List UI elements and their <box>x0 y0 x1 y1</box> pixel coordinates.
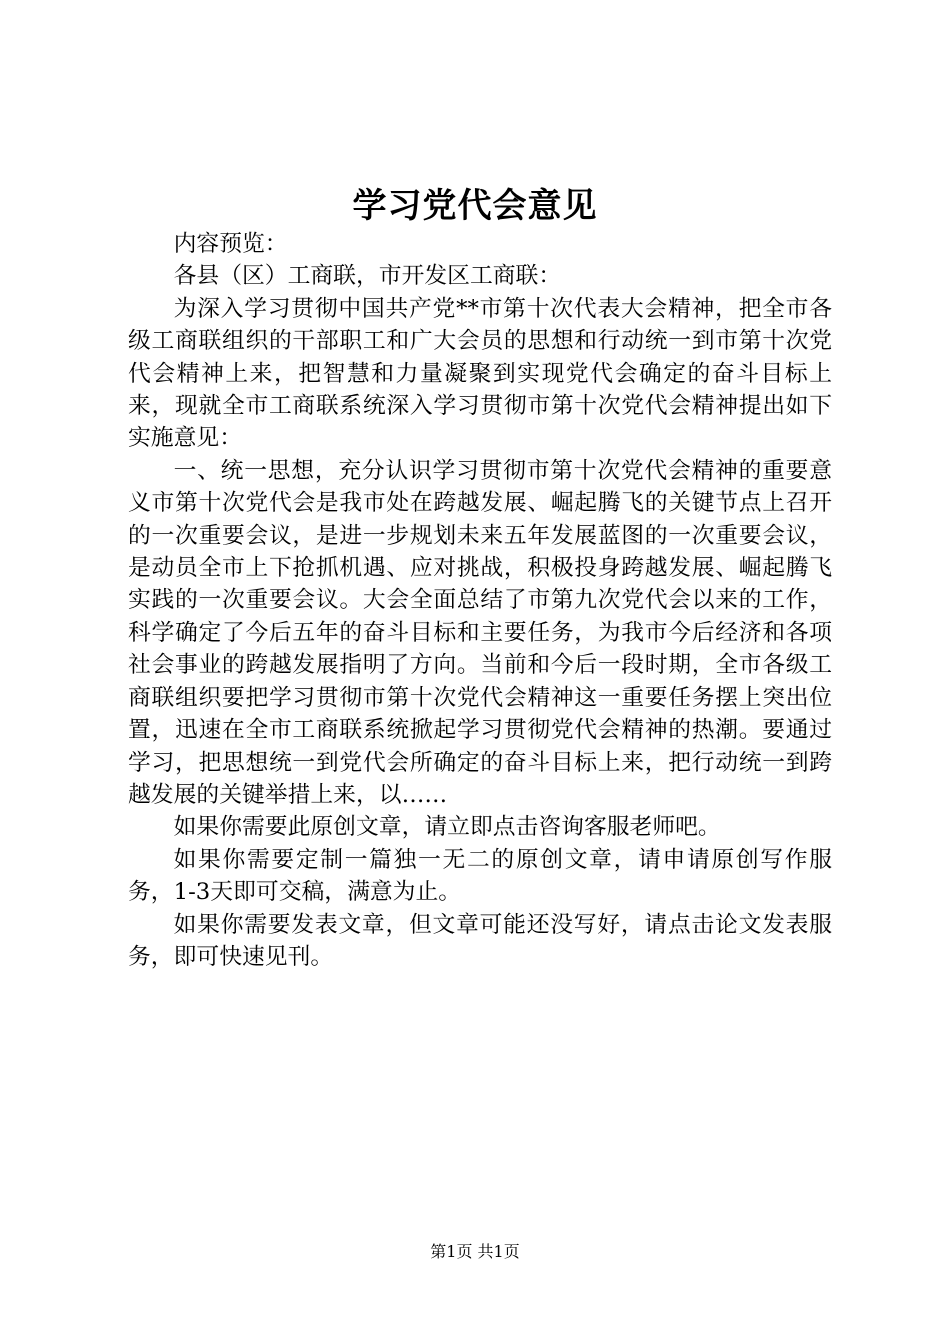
custom-writing-paragraph[interactable]: 如果你需要定制一篇独一无二的原创文章，请申请原创写作服务，1-3天即可交稿，满意为止。 <box>128 846 832 906</box>
document-body <box>128 228 832 973</box>
consult-link-paragraph[interactable]: 如果你需要此原创文章，请立即点击咨询客服老师吧。 <box>173 814 721 841</box>
page-footer: 第1页 共1页 <box>430 1242 520 1261</box>
section-one-paragraph: 一、统一思想，充分认识学习贯彻市第十次党代会精神的重要意义市第十次党代会是我市处在跨越发展、崛起腾飞的关键节点上召开的一次重要会议，是进一步规划未来五年发展蓝图的一次重要会议，是动员全市上下抢抓机遇、应对挑战，积极投身跨越发展、崛起腾飞实践的一次重要会议。大会全面总结了市第九次党代会以来的工作，科学确定了今后五年的奋斗目标和主要任务，为我市今后经济和各项社会事业的跨越发展指明了方向。当前和今后一段时期，全市各级工商联组织要把学习贯彻市第十次党代会精神这一重要任务摆上突出位置，迅速在全市工商联系统掀起学习贯彻党代会精神的热潮。要通过学习，把思想统一到党代会所确定的奋斗目标上来，把行动统一到跨越发展的关键举措上来，以…… <box>128 457 832 808</box>
intro-paragraph: 为深入学习贯彻中国共产党**市第十次代表大会精神，把全市各级工商联组织的干部职工和广大会员的思想和行动统一到市第十次党代会精神上来，把智慧和力量凝聚到实现党代会确定的奋斗目标上来，现就全市工商联系统深入学习贯彻市第十次党代会精神提出如下实施意见： <box>128 295 832 452</box>
salutation: 各县（区）工商联，市开发区工商联： <box>173 263 562 290</box>
document-title: 学习党代会意见 <box>352 186 598 226</box>
preview-label: 内容预览： <box>173 231 288 257</box>
publish-service-paragraph[interactable]: 如果你需要发表文章，但文章可能还没写好，请点击论文发表服务，即可快速见刊。 <box>128 911 832 970</box>
